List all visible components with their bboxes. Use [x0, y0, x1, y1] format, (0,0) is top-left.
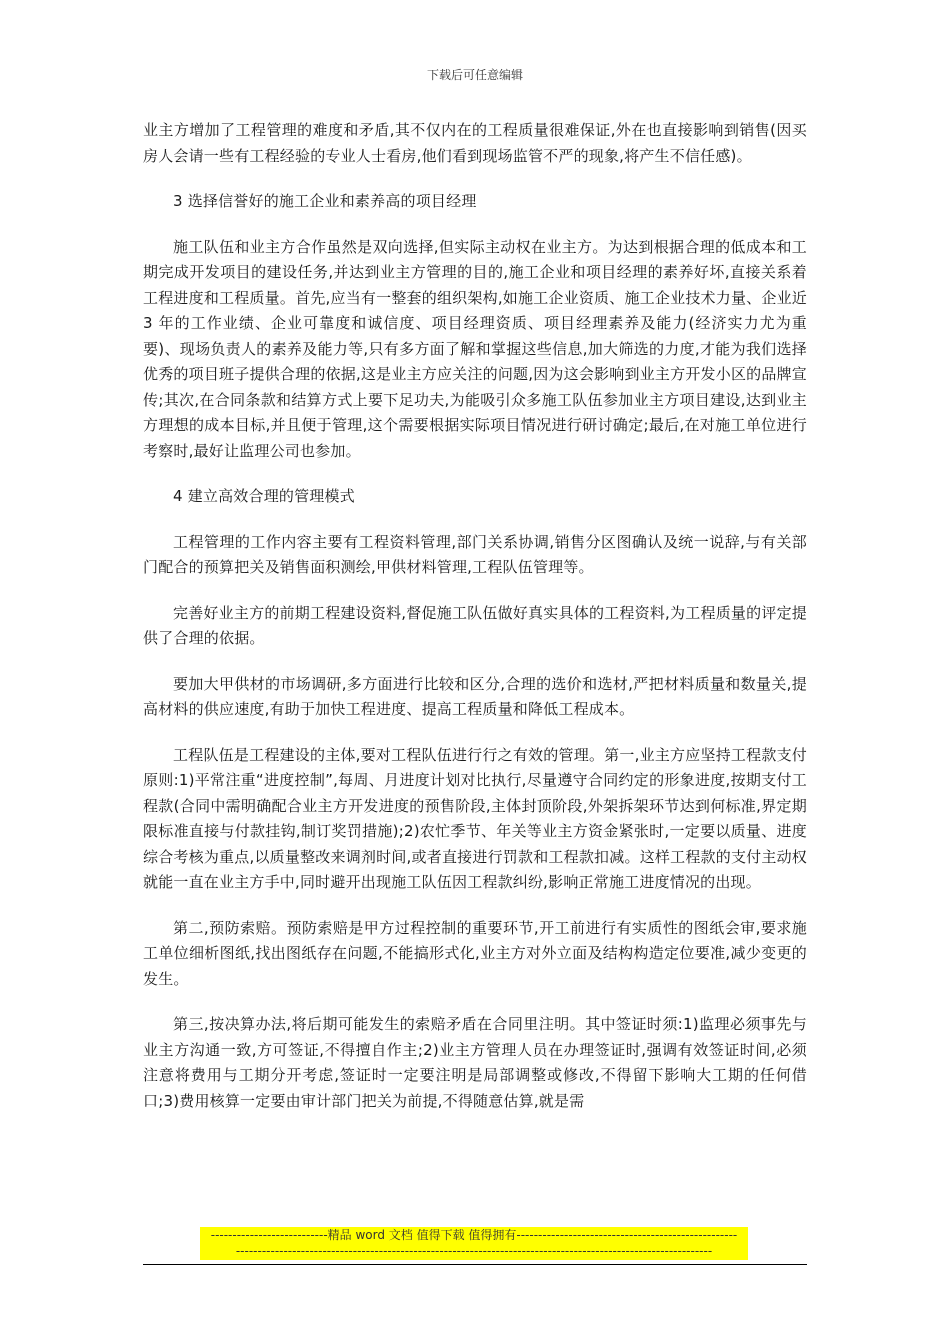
paragraph: 第二,预防索赔。预防索赔是甲方过程控制的重要环节,开工前进行有实质性的图纸会审,要求施工单位细析图纸,找出图纸存在问题,不能搞形式化,业主方对外立面及结构构造定位要准,减少变更的发生。 [143, 918, 807, 988]
section-heading-3: 3 选择信誉好的施工企业和素养高的项目经理 [173, 192, 477, 210]
document-body [143, 118, 807, 1134]
footer-banner [200, 1227, 748, 1260]
footer-banner-line: ---------------------------精品 word 文档 值得下载 值得拥有--------------------------------------------------- [210, 1228, 738, 1242]
paragraph: 要加大甲供材的市场调研,多方面进行比较和区分,合理的选价和选材,严把材料质量和数量关,提高材料的供应速度,有助于加快工程进度、提高工程质量和降低工程成本。 [143, 674, 807, 718]
paragraph: 工程管理的工作内容主要有工程资料管理,部门关系协调,销售分区图确认及统一说辞,与有关部门配合的预算把关及销售面积测绘,甲供材料管理,工程队伍管理等。 [143, 532, 807, 576]
section-heading-4: 4 建立高效合理的管理模式 [173, 487, 355, 505]
footer-banner-dashes: -------------------------------------------------------------------------------------------------------------- [235, 1244, 713, 1258]
paragraph: 第三,按决算办法,将后期可能发生的索赔矛盾在合同里注明。其中签证时须:1)监理必须事先与业主方沟通一致,方可签证,不得擅自作主;2)业主方管理人员在办理签证时,强调有效签证时间,必须注意将费用与工期分开考虑,签证时一定要注明是局部调整或修改,不得留下影响大工期的任何借口;3)费用核算一定要由审计部门把关为前提,不得随意估算,就是需 [143, 1015, 807, 1110]
paragraph-continued: 业主方增加了工程管理的难度和矛盾,其不仅内在的工程质量很难保证,外在也直接影响到销售(因买房人会请一些有工程经验的专业人士看房,他们看到现场监管不严的现象,将产生不信任感)。 [143, 121, 807, 165]
paragraph: 施工队伍和业主方合作虽然是双向选择,但实际主动权在业主方。为达到根据合理的低成本和工期完成开发项目的建设任务,并达到业主方管理的目的,施工企业和项目经理的素养好坏,直接关系着工程进度和工程质量。首先,应当有一整套的组织架构,如施工企业资质、施工企业技术力量、企业近 3 年的工作业绩、企业可靠度和诚信度、项目经理资质、项目经理素养及能力(经济实力尤为重要)、现场负责人的素养及能力等,只有多方面了解和掌握这些信息,加大筛选的力度,才能为我们选择优秀的项目班子提供合理的依据,这是业主方应关注的问题,因为这会影响到业主方开发小区的品牌宣传;其次,在合同条款和结算方式上要下足功夫,为能吸引众多施工队伍参加业主方项目建设,达到业主方理想的成本目标,并且便于管理,这个需要根据实际项目情况进行研讨确定;最后,在对施工单位进行考察时,最好让监理公司也参加。 [143, 237, 807, 460]
paragraph: 工程队伍是工程建设的主体,要对工程队伍进行行之有效的管理。第一,业主方应坚持工程款支付原则:1)平常注重“进度控制”,每周、月进度计划对比执行,尽量遵守合同约定的形象进度,按期支付工程款(合同中需明确配合业主方开发进度的预售阶段,主体封顶阶段,外架拆架环节达到何标准,界定期限标准直接与付款挂钩,制订奖罚措施);2)农忙季节、年关等业主方资金紧张时,一定要以质量、进度综合考核为重点,以质量整改来调剂时间,或者直接进行罚款和工程款扣减。这样工程款的支付主动权就能一直在业主方手中,同时避开出现施工队伍因工程款纠纷,影响正常施工进度情况的出现。 [143, 745, 807, 891]
footer-divider [143, 1264, 807, 1265]
paragraph: 完善好业主方的前期工程建设资料,督促施工队伍做好真实具体的工程资料,为工程质量的评定提供了合理的依据。 [143, 603, 807, 647]
page-header: 下载后可任意编辑 [426, 68, 523, 82]
